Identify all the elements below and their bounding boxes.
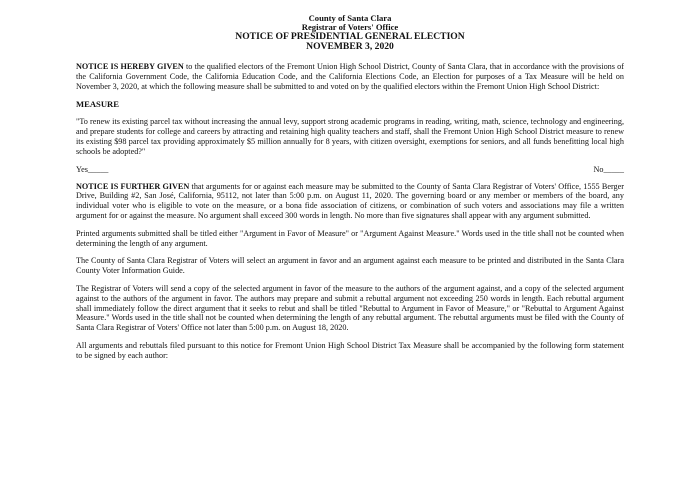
notice-header xyxy=(76,14,624,52)
further-text: that arguments for or against each measure may be submitted to the County of Santa Clara Registrar of Voters' Office, 1555 Berger Drive, Building #2, San José, California, 95112, not later than 5:00 p.m. on August 11, 2020. The governing board or any member or members of the board, any individual voter who is eligible to vote on the measure, or a bona fide association of citizens, or combination of such voters and associations may file a written argument for or against the measure. No argument shall exceed 300 words in length. No more than five signatures shall appear with any argument submitted. xyxy=(76,181,624,220)
yes-no-row xyxy=(76,165,624,174)
election-date: NOVEMBER 3, 2020 xyxy=(306,41,394,52)
notice-lead: NOTICE IS HEREBY GIVEN xyxy=(76,62,184,71)
further-notice-paragraph xyxy=(76,182,624,221)
notice-paragraph xyxy=(76,62,624,91)
notice-title: NOTICE OF PRESIDENTIAL GENERAL ELECTION xyxy=(235,31,465,42)
measure-text: "To renew its existing parcel tax without increasing the annual levy, support strong academic programs in reading, writing, math, science, technology and engineering, and prepare students for college and careers by attracting and retaining high quality teachers and staff, shall the Fremont Union High School District measure to renew its existing $98 parcel tax providing approximately $5 million annually for 8 years, with citizen oversight, exemptions for seniors, and all funds benefitting local high schools be adopted?" xyxy=(76,117,624,156)
body-paragraph: The Registrar of Voters will send a copy of the selected argument in favor of the measure to the authors of the argument against, and a copy of the selected argument against to the authors of the argument in favor. The authors may prepare and submit a rebuttal argument not exceeding 250 words in length. Each rebuttal argument shall immediately follow the direct argument that it seeks to rebut and shall be titled "Rebuttal to Argument in Favor of Measure," or "Rebuttal to Argument Against Measure." Words used in the title shall not be counted when determining the length of any rebuttal argument. The rebuttal arguments must be filed with the County of Santa Clara Registrar of Voters' Office not later than 5:00 p.m. on August 18, 2020. xyxy=(76,283,624,333)
body-paragraph: All arguments and rebuttals filed pursuant to this notice for Fremont Union High School District Tax Measure shall be accompanied by the following form statement to be signed by each author: xyxy=(76,340,624,360)
no-line: No_____ xyxy=(593,164,624,174)
county-name: County of Santa Clara xyxy=(308,13,392,23)
yes-line: Yes_____ xyxy=(76,164,109,174)
measure-heading: MEASURE xyxy=(76,99,119,110)
body-paragraph: Printed arguments submitted shall be titled either "Argument in Favor of Measure" or "Argument Against Measure." Words used in the title shall not be counted when determining the length of any argument. xyxy=(76,228,624,248)
further-lead: NOTICE IS FURTHER GIVEN xyxy=(76,181,190,191)
body-paragraph: The County of Santa Clara Registrar of Voters will select an argument in favor and an argument against each measure to be printed and distributed in the Santa Clara County Voter Information Guide. xyxy=(76,256,624,276)
notice-text: to the qualified electors of the Fremont Union High School District, County of Santa Clara, that in accordance with the provisions of the California Government Code, the California Education Code, and the California Elections Code, an Election for purposes of a Tax Measure will be held on November 3, 2020, at which the following measure shall be submitted to and voted on by the qualified electors within the Fremont Union High School District: xyxy=(76,62,624,91)
office-name: Registrar of Voters' Office xyxy=(301,22,399,32)
